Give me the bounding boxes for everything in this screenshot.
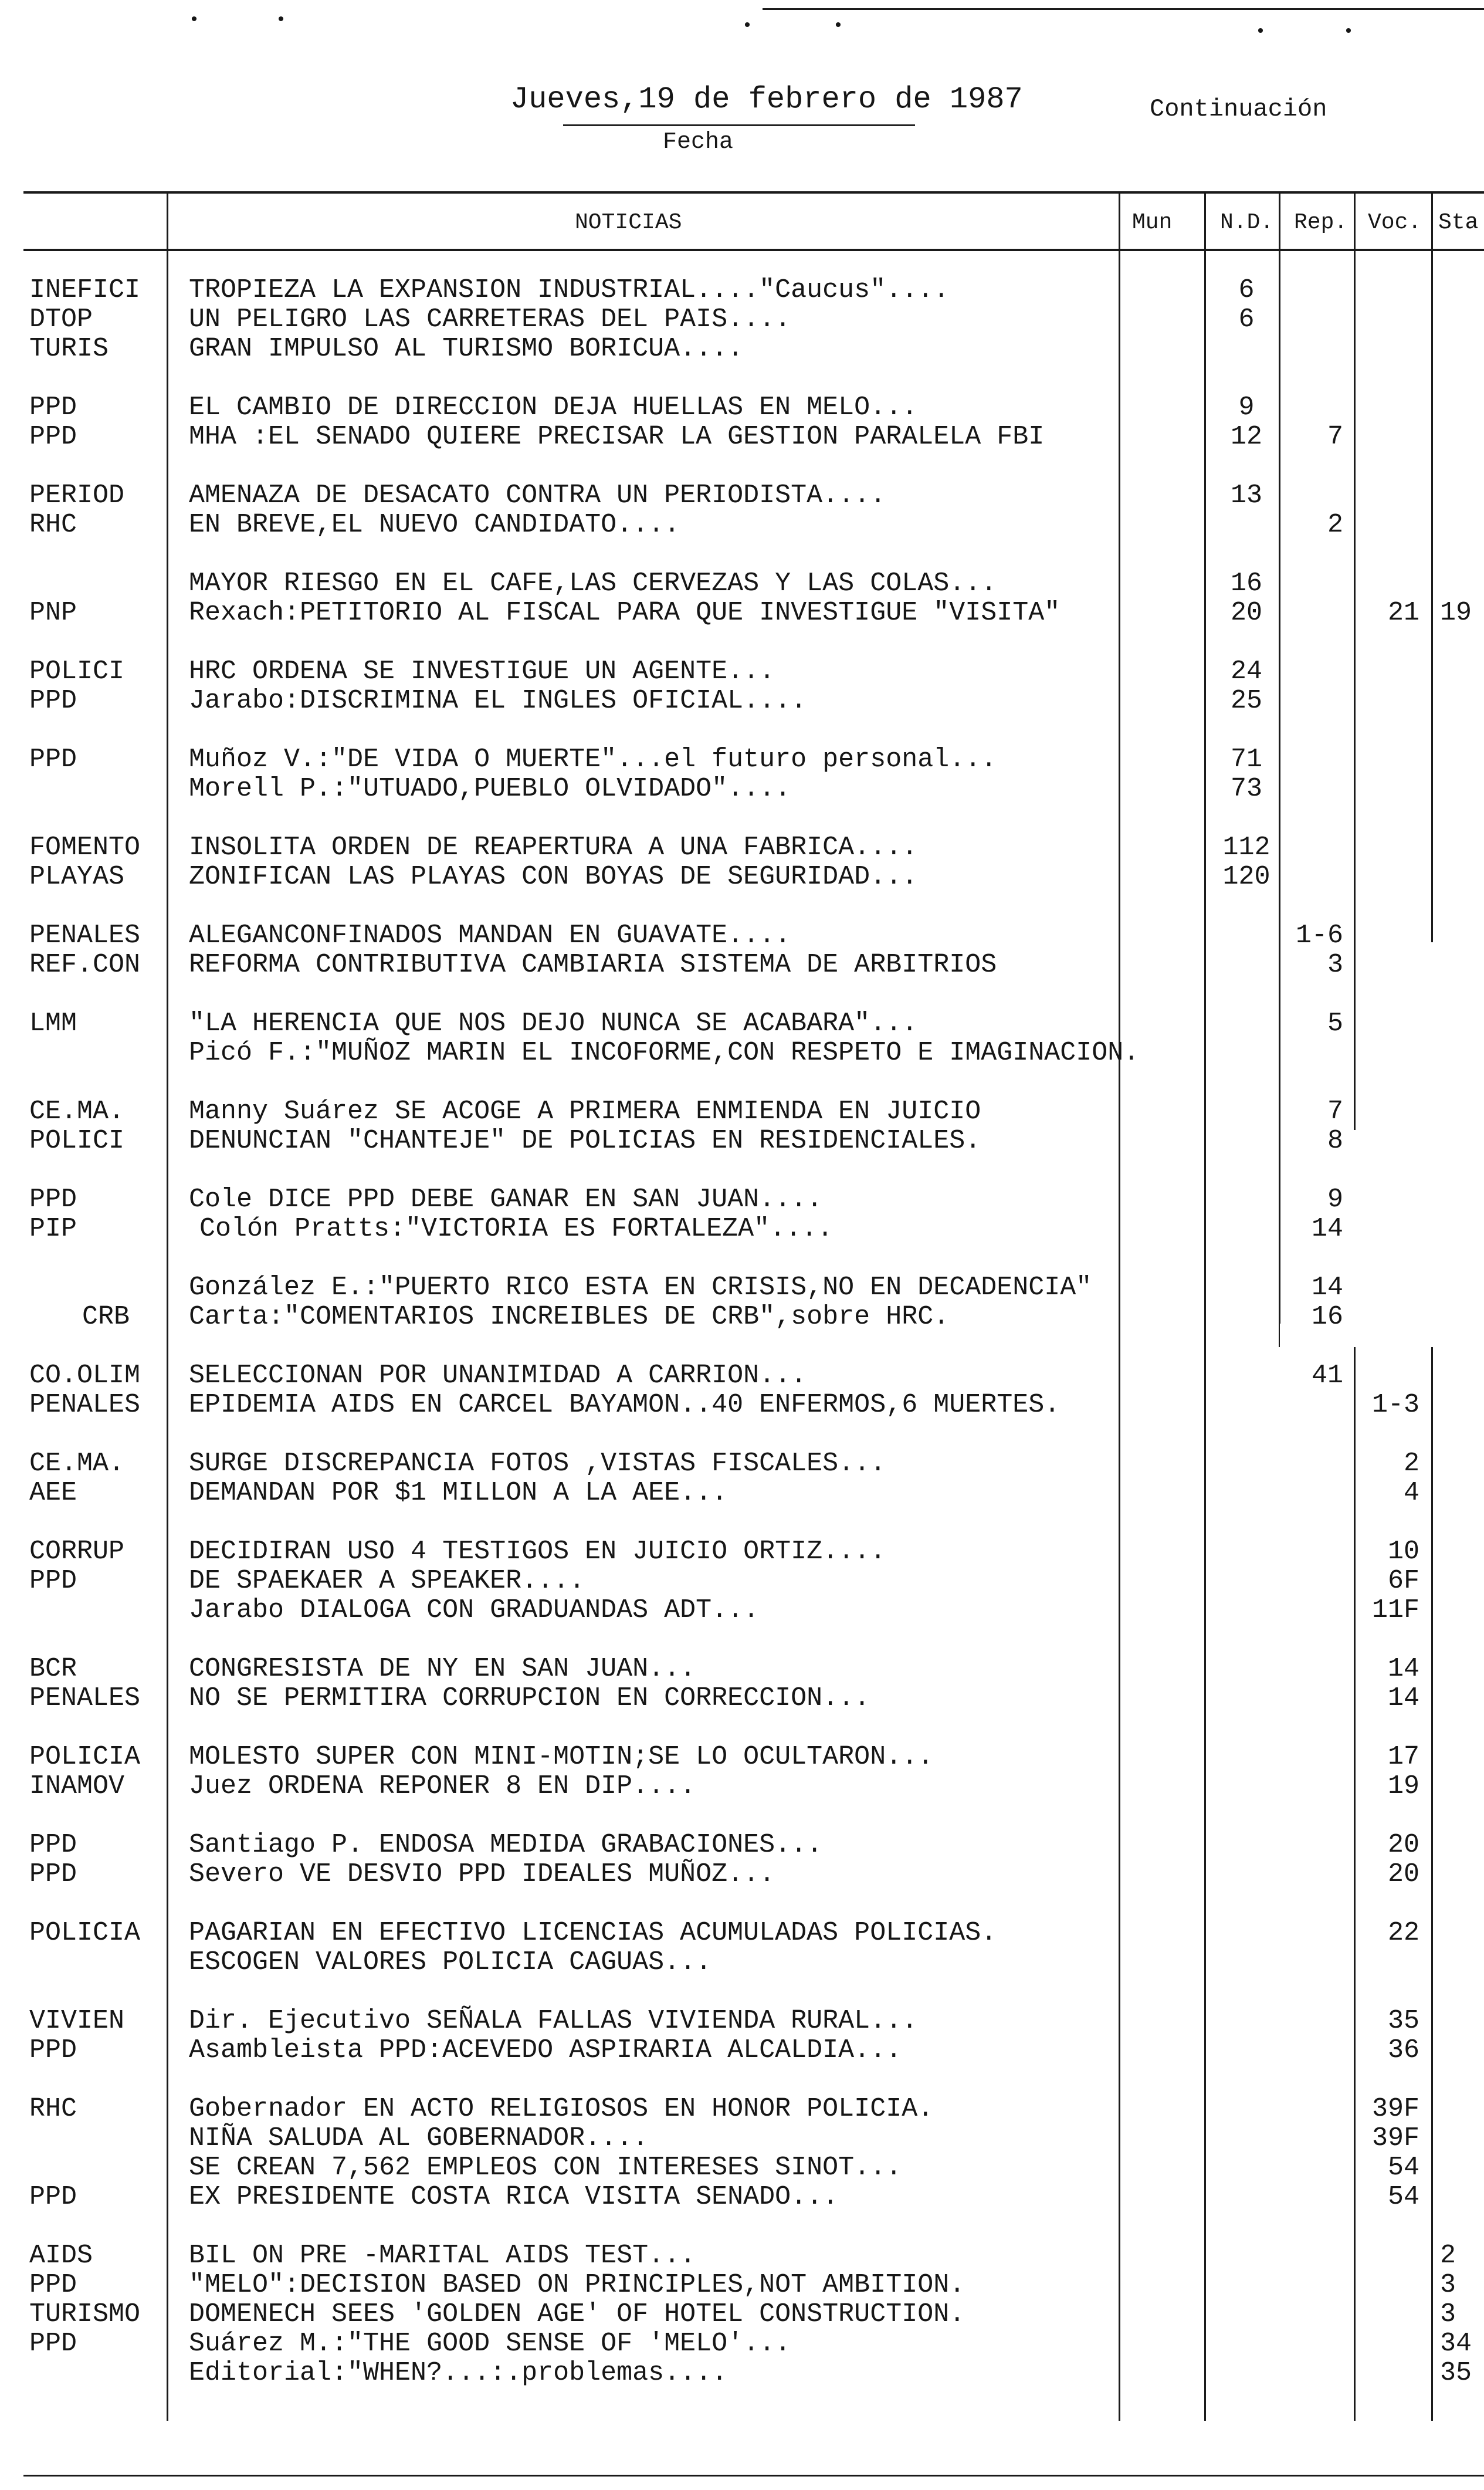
table-row xyxy=(0,1302,1484,1332)
row-nd-page: 25 xyxy=(1230,686,1262,716)
table-row xyxy=(0,1684,1484,1713)
scan-speck: • xyxy=(276,11,287,31)
scan-speck: • xyxy=(1255,22,1266,42)
row-category: AIDS xyxy=(29,2241,93,2271)
row-nd-page: 16 xyxy=(1230,569,1262,598)
row-headline: Rexach:PETITORIO AL FISCAL PARA QUE INVESTIGUE "VISITA" xyxy=(189,598,1061,628)
row-category: PENALES xyxy=(29,921,141,950)
table-row xyxy=(0,2241,1484,2271)
column-header-noticias: NOTICIAS xyxy=(575,210,682,235)
row-category: PENALES xyxy=(29,1683,141,1713)
row-voc-page: 1-3 xyxy=(1371,1390,1419,1420)
row-category: TURISMO xyxy=(29,2299,141,2329)
row-voc-page: 4 xyxy=(1403,1478,1419,1508)
table-row xyxy=(0,2300,1484,2329)
row-category: PIP xyxy=(29,1214,77,1244)
row-voc-page: 36 xyxy=(1387,2035,1419,2065)
row-sta-page: 3 xyxy=(1440,2299,1456,2329)
row-category: RHC xyxy=(29,510,77,540)
row-category: AEE xyxy=(29,1478,77,1508)
row-voc-page: 14 xyxy=(1387,1683,1419,1713)
row-nd-page: 6 xyxy=(1238,305,1255,334)
row-category: BCR xyxy=(29,1654,77,1684)
table-top-rule xyxy=(23,191,1484,194)
row-headline: "MELO":DECISION BASED ON PRINCIPLES,NOT AMBITION. xyxy=(189,2270,965,2300)
row-voc-page: 21 xyxy=(1387,598,1419,628)
scan-speck: • xyxy=(1343,22,1354,42)
row-nd-page: 120 xyxy=(1222,862,1270,892)
table-row xyxy=(0,2153,1484,2183)
table-row xyxy=(0,598,1484,628)
row-rep-page: 14 xyxy=(1311,1273,1343,1302)
row-sta-page: 34 xyxy=(1440,2329,1472,2359)
table-row xyxy=(0,2271,1484,2300)
row-voc-page: 2 xyxy=(1403,1449,1419,1479)
table-row xyxy=(0,862,1484,892)
row-rep-page: 2 xyxy=(1327,510,1343,540)
column-header-mun: Mun xyxy=(1132,210,1173,235)
row-headline: SURGE DISCREPANCIA FOTOS ,VISTAS FISCALES... xyxy=(189,1449,886,1479)
date-heading: Jueves,19 de febrero de 1987 xyxy=(510,82,1023,117)
row-headline: Picó F.:"MUÑOZ MARIN EL INCOFORME,CON RESPETO E IMAGINACION. xyxy=(189,1038,1140,1068)
row-headline: Cole DICE PPD DEBE GANAR EN SAN JUAN.... xyxy=(189,1185,823,1214)
row-category: PPD xyxy=(29,745,77,774)
column-header-rep: Rep. xyxy=(1294,210,1348,235)
top-edge-rule xyxy=(763,8,1484,10)
table-row xyxy=(0,1596,1484,1625)
column-header-nd: N.D. xyxy=(1220,210,1274,235)
row-category: PPD xyxy=(29,2182,77,2212)
row-voc-page: 11F xyxy=(1371,1595,1419,1625)
table-row xyxy=(0,745,1484,774)
table-row xyxy=(0,1537,1484,1567)
fecha-label: Fecha xyxy=(663,129,734,155)
row-rep-page: 9 xyxy=(1327,1185,1343,1214)
table-row xyxy=(0,1948,1484,1977)
row-category: REF.CON xyxy=(29,950,141,980)
row-nd-page: 12 xyxy=(1230,422,1262,452)
table-row xyxy=(0,276,1484,305)
row-nd-page: 24 xyxy=(1230,657,1262,686)
row-headline: Asambleista PPD:ACEVEDO ASPIRARIA ALCALDIA... xyxy=(189,2035,902,2065)
row-voc-page: 20 xyxy=(1387,1859,1419,1889)
table-row xyxy=(0,1655,1484,1684)
table-row xyxy=(0,1185,1484,1214)
table-row xyxy=(0,481,1484,510)
table-row xyxy=(0,1126,1484,1156)
row-headline: DEMANDAN POR $1 MILLON A LA AEE... xyxy=(189,1478,728,1508)
row-headline: UN PELIGRO LAS CARRETERAS DEL PAIS.... xyxy=(189,305,791,334)
row-headline: Muñoz V.:"DE VIDA O MUERTE"...el futuro personal... xyxy=(189,745,997,774)
row-headline: MHA :EL SENADO QUIERE PRECISAR LA GESTION PARALELA FBI xyxy=(189,422,1045,452)
row-voc-page: 14 xyxy=(1387,1654,1419,1684)
table-row xyxy=(0,422,1484,452)
row-headline: DENUNCIAN "CHANTEJE" DE POLICIAS EN RESIDENCIALES. xyxy=(189,1126,981,1156)
table-row xyxy=(0,1831,1484,1860)
row-category: PPD xyxy=(29,1566,77,1596)
table-row xyxy=(0,1860,1484,1889)
row-headline: REFORMA CONTRIBUTIVA CAMBIARIA SISTEMA DE ARBITRIOS xyxy=(189,950,997,980)
row-headline: "LA HERENCIA QUE NOS DEJO NUNCA SE ACABARA"... xyxy=(189,1009,918,1038)
row-nd-page: 71 xyxy=(1230,745,1262,774)
row-category: PENALES xyxy=(29,1390,141,1420)
continuation-label: Continuación xyxy=(1150,95,1327,123)
row-category: POLICIA xyxy=(29,1918,141,1948)
row-headline: Juez ORDENA REPONER 8 EN DIP.... xyxy=(189,1771,696,1801)
row-category: PNP xyxy=(29,598,77,628)
table-row xyxy=(0,2007,1484,2036)
row-headline: EL CAMBIO DE DIRECCION DEJA HUELLAS EN MELO... xyxy=(189,393,918,422)
row-category: PPD xyxy=(29,393,77,422)
row-nd-page: 9 xyxy=(1238,393,1255,422)
row-category: CE.MA. xyxy=(29,1449,125,1479)
row-headline: González E.:"PUERTO RICO ESTA EN CRISIS,NO EN DECADENCIA" xyxy=(189,1273,1092,1302)
row-voc-page: 39F xyxy=(1371,2123,1419,2153)
row-category: POLICI xyxy=(29,1126,125,1156)
row-rep-page: 8 xyxy=(1327,1126,1343,1156)
row-category: PPD xyxy=(29,1185,77,1214)
row-category: PERIOD xyxy=(29,481,125,510)
column-header-voc: Voc. xyxy=(1368,210,1422,235)
table-row xyxy=(0,1097,1484,1126)
row-category: LMM xyxy=(29,1009,77,1038)
row-voc-page: 39F xyxy=(1371,2094,1419,2124)
row-category: VIVIEN xyxy=(29,2006,125,2036)
row-category: POLICI xyxy=(29,657,125,686)
table-row xyxy=(0,393,1484,422)
row-voc-page: 54 xyxy=(1387,2153,1419,2183)
row-nd-page: 6 xyxy=(1238,275,1255,305)
row-headline: NO SE PERMITIRA CORRUPCION EN CORRECCION... xyxy=(189,1683,870,1713)
row-sta-page: 35 xyxy=(1440,2358,1472,2388)
row-category: PPD xyxy=(29,422,77,452)
row-headline: Severo VE DESVIO PPD IDEALES MUÑOZ... xyxy=(189,1859,775,1889)
row-category: INAMOV xyxy=(29,1771,125,1801)
table-row xyxy=(0,569,1484,598)
row-headline: GRAN IMPULSO AL TURISMO BORICUA.... xyxy=(189,334,744,364)
table-row xyxy=(0,686,1484,716)
table-row xyxy=(0,1479,1484,1508)
row-category: TURIS xyxy=(29,334,109,364)
row-headline: Morell P.:"UTUADO,PUEBLO OLVIDADO".... xyxy=(189,774,791,804)
row-category: POLICIA xyxy=(29,1742,141,1772)
date-underline xyxy=(563,124,915,126)
table-row xyxy=(0,950,1484,980)
row-headline: DOMENECH SEES 'GOLDEN AGE' OF HOTEL CONSTRUCTION. xyxy=(189,2299,965,2329)
row-headline: Jarabo DIALOGA CON GRADUANDAS ADT... xyxy=(189,1595,760,1625)
table-row xyxy=(0,2183,1484,2212)
row-voc-page: 10 xyxy=(1387,1537,1419,1567)
row-headline: EPIDEMIA AIDS EN CARCEL BAYAMON..40 ENFERMOS,6 MUERTES. xyxy=(189,1390,1061,1420)
table-row xyxy=(0,2359,1484,2388)
row-category: PLAYAS xyxy=(29,862,125,892)
row-sta-page: 3 xyxy=(1440,2270,1456,2300)
table-row xyxy=(0,1919,1484,1948)
row-category: CRB xyxy=(82,1302,130,1332)
row-rep-page: 1-6 xyxy=(1295,921,1343,950)
row-voc-page: 22 xyxy=(1387,1918,1419,1948)
scan-speck: • xyxy=(189,11,200,31)
row-voc-page: 6F xyxy=(1387,1566,1419,1596)
row-nd-page: 112 xyxy=(1222,833,1270,862)
row-headline: INSOLITA ORDEN DE REAPERTURA A UNA FABRICA.... xyxy=(189,833,918,862)
row-rep-page: 7 xyxy=(1327,1097,1343,1126)
row-headline: EX PRESIDENTE COSTA RICA VISITA SENADO... xyxy=(189,2182,839,2212)
table-row xyxy=(0,2329,1484,2359)
row-rep-page: 7 xyxy=(1327,422,1343,452)
row-headline: SELECCIONAN POR UNANIMIDAD A CARRION... xyxy=(189,1361,807,1391)
row-headline: PAGARIAN EN EFECTIVO LICENCIAS ACUMULADAS POLICIAS. xyxy=(189,1918,997,1948)
row-headline: Suárez M.:"THE GOOD SENSE OF 'MELO'... xyxy=(189,2329,791,2359)
row-headline: Manny Suárez SE ACOGE A PRIMERA ENMIENDA EN JUICIO xyxy=(189,1097,981,1126)
row-voc-page: 17 xyxy=(1387,1742,1419,1772)
row-voc-page: 35 xyxy=(1387,2006,1419,2036)
row-category: CORRUP xyxy=(29,1537,125,1567)
row-sta-page: 2 xyxy=(1440,2241,1456,2271)
row-rep-page: 14 xyxy=(1311,1214,1343,1244)
news-list xyxy=(0,276,1484,2388)
table-row xyxy=(0,1743,1484,1772)
row-headline: AMENAZA DE DESACATO CONTRA UN PERIODISTA.... xyxy=(189,481,886,510)
row-headline: BIL ON PRE -MARITAL AIDS TEST... xyxy=(189,2241,696,2271)
row-category: PPD xyxy=(29,2270,77,2300)
row-nd-page: 13 xyxy=(1230,481,1262,510)
row-headline: CONGRESISTA DE NY EN SAN JUAN... xyxy=(189,1654,696,1684)
row-headline: MOLESTO SUPER CON MINI-MOTIN;SE LO OCULTARON... xyxy=(189,1742,934,1772)
row-voc-page: 19 xyxy=(1387,1771,1419,1801)
row-headline: Jarabo:DISCRIMINA EL INGLES OFICIAL.... xyxy=(189,686,807,716)
table-row xyxy=(0,1361,1484,1391)
row-headline: ALEGANCONFINADOS MANDAN EN GUAVATE.... xyxy=(189,921,791,950)
table-row xyxy=(0,334,1484,364)
table-row xyxy=(0,833,1484,862)
row-headline: EN BREVE,EL NUEVO CANDIDATO.... xyxy=(189,510,680,540)
table-header-rule xyxy=(23,249,1484,251)
row-rep-page: 3 xyxy=(1327,950,1343,980)
table-row xyxy=(0,1391,1484,1420)
row-headline: MAYOR RIESGO EN EL CAFE,LAS CERVEZAS Y LAS COLAS... xyxy=(189,569,997,598)
row-rep-page: 41 xyxy=(1311,1361,1343,1391)
table-row xyxy=(0,921,1484,950)
table-row xyxy=(0,305,1484,334)
table-row xyxy=(0,2124,1484,2153)
table-row xyxy=(0,1772,1484,1801)
row-category: PPD xyxy=(29,2035,77,2065)
scan-speck: • xyxy=(742,16,753,36)
row-category: PPD xyxy=(29,1859,77,1889)
row-rep-page: 5 xyxy=(1327,1009,1343,1038)
row-headline: TROPIEZA LA EXPANSION INDUSTRIAL...."Caucus".... xyxy=(189,275,950,305)
row-headline: Santiago P. ENDOSA MEDIDA GRABACIONES... xyxy=(189,1830,823,1860)
table-row xyxy=(0,1214,1484,1244)
row-category: FOMENTO xyxy=(29,833,141,862)
row-headline: Carta:"COMENTARIOS INCREIBLES DE CRB",sobre HRC. xyxy=(189,1302,950,1332)
table-row xyxy=(0,774,1484,804)
row-category: PPD xyxy=(29,686,77,716)
table-row xyxy=(0,1449,1484,1479)
table-row xyxy=(0,1567,1484,1596)
scan-speck: • xyxy=(833,16,844,36)
row-nd-page: 73 xyxy=(1230,774,1262,804)
table-row xyxy=(0,657,1484,686)
row-category: PPD xyxy=(29,1830,77,1860)
row-voc-page: 54 xyxy=(1387,2182,1419,2212)
row-headline: NIÑA SALUDA AL GOBERNADOR.... xyxy=(189,2123,649,2153)
row-headline: Gobernador EN ACTO RELIGIOSOS EN HONOR POLICIA. xyxy=(189,2094,934,2124)
row-headline: DE SPAEKAER A SPEAKER.... xyxy=(189,1566,585,1596)
row-sta-page: 19 xyxy=(1440,598,1472,628)
row-headline: HRC ORDENA SE INVESTIGUE UN AGENTE... xyxy=(189,657,775,686)
row-headline: ZONIFICAN LAS PLAYAS CON BOYAS DE SEGURIDAD... xyxy=(189,862,918,892)
table-row xyxy=(0,510,1484,540)
table-row xyxy=(0,1009,1484,1038)
row-category: CO.OLIM xyxy=(29,1361,141,1391)
row-category: CE.MA. xyxy=(29,1097,125,1126)
row-rep-page: 16 xyxy=(1311,1302,1343,1332)
row-headline: Editorial:"WHEN?...:.problemas.... xyxy=(189,2358,728,2388)
row-headline: Colón Pratts:"VICTORIA ES FORTALEZA".... xyxy=(199,1214,834,1244)
row-headline: DECIDIRAN USO 4 TESTIGOS EN JUICIO ORTIZ.... xyxy=(189,1537,886,1567)
table-bottom-rule xyxy=(23,2475,1484,2477)
table-row xyxy=(0,1038,1484,1068)
row-headline: ESCOGEN VALORES POLICIA CAGUAS... xyxy=(189,1947,712,1977)
row-category: DTOP xyxy=(29,305,93,334)
row-category: INEFICI xyxy=(29,275,141,305)
table-row xyxy=(0,2095,1484,2124)
row-category: RHC xyxy=(29,2094,77,2124)
table-row xyxy=(0,2036,1484,2065)
column-header-sta: Sta xyxy=(1438,210,1479,235)
row-headline: Dir. Ejecutivo SEÑALA FALLAS VIVIENDA RURAL... xyxy=(189,2006,918,2036)
row-category: PPD xyxy=(29,2329,77,2359)
table-row xyxy=(0,1273,1484,1302)
row-headline: SE CREAN 7,562 EMPLEOS CON INTERESES SINOT... xyxy=(189,2153,902,2183)
row-nd-page: 20 xyxy=(1230,598,1262,628)
row-voc-page: 20 xyxy=(1387,1830,1419,1860)
